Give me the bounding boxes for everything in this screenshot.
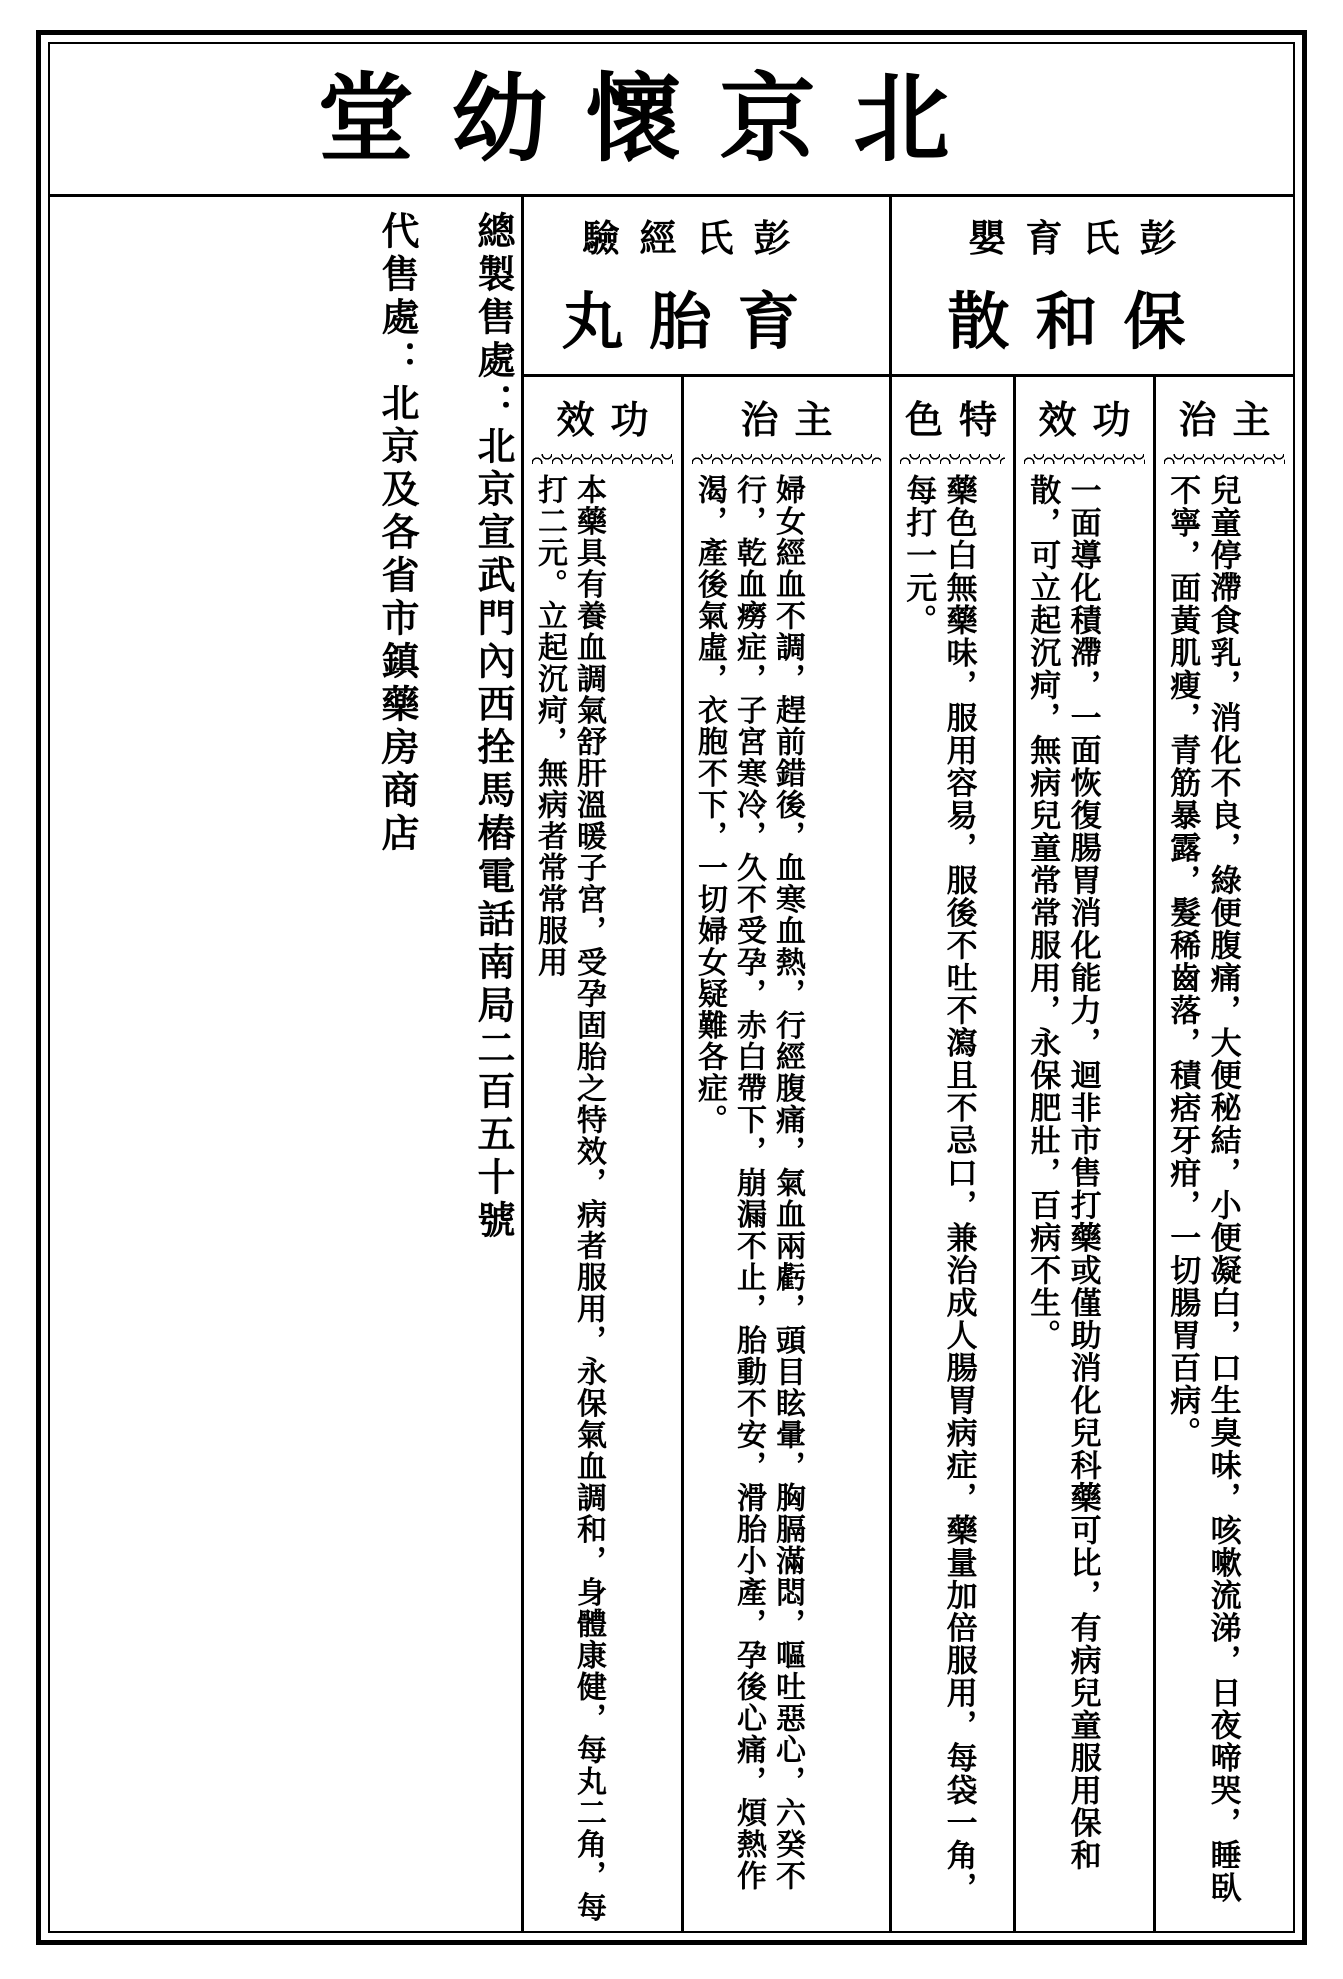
column-baohe-indications <box>1153 377 1293 1931</box>
product-yutai-name: 育胎丸 <box>561 285 826 358</box>
column-baohe-effects-body <box>1016 468 1153 1931</box>
main-seller-text: 總製售處：北京宣武門內西拴馬樁電話南局二百五十號 <box>471 211 516 1243</box>
column-baohe-effects-text: 一面導化積滯，一面恢復腸胃消化能力，迴非市售打藥或僅助消化兒科藥可比，有病兒童服用保和散，可立起沉疴，無病兒童常常服用，永保肥壯，百病不生。 <box>1024 474 1101 1872</box>
column-baohe-features <box>889 377 1013 1931</box>
wavy-divider-icon <box>900 454 1005 464</box>
product-yutai-columns <box>521 377 889 1931</box>
column-baohe-features-head: 特色 <box>904 397 1013 442</box>
column-yutai-indications-head: 主治 <box>740 397 849 442</box>
main-seller-column <box>425 197 521 1931</box>
wavy-divider-icon <box>1024 454 1145 464</box>
product-baohe <box>889 197 1293 1931</box>
product-yutai-header <box>521 197 889 377</box>
column-yutai-effects <box>521 377 681 1931</box>
column-yutai-effects-body <box>524 468 681 1931</box>
agent-seller-column <box>50 197 425 1931</box>
column-baohe-features-text: 藥色白無藥味，服用容易，服後不吐不瀉且不忌口，兼治成人腸胃病症，藥量加倍服用，每袋一角，每打一元。 <box>900 474 977 1904</box>
wavy-divider-icon <box>532 454 673 464</box>
column-baohe-indications-body <box>1156 468 1293 1931</box>
column-yutai-indications-body <box>684 468 889 1931</box>
product-baohe-columns <box>889 377 1293 1931</box>
column-yutai-effects-head: 功效 <box>556 397 665 442</box>
content-area <box>50 197 1293 1931</box>
product-yutai <box>521 197 889 1931</box>
shop-title: 北京懷幼堂 <box>317 62 988 175</box>
seller-info <box>50 197 521 1931</box>
wavy-divider-icon <box>692 454 881 464</box>
column-baohe-indications-text: 兒童停滯食乳，消化不良，綠便腹痛，大便秘結，小便凝白，口生臭味，咳嗽流涕，日夜啼哭，睡臥不寧，面黃肌瘦，青筋暴露，髮稀齒落，積痞牙疳，一切腸胃百病。 <box>1164 474 1241 1904</box>
agent-seller-text: 代售處：北京及各省市鎮藥房商店 <box>375 211 420 856</box>
product-baohe-brand: 彭氏育嬰 <box>968 216 1197 260</box>
column-baohe-features-body <box>892 468 1013 1931</box>
column-yutai-indications-text: 婦女經血不調，趕前錯後，血寒血熱，行經腹痛，氣血兩虧，頭目眩暈，胸膈滿悶，嘔吐惡心，六癸不行，乾血癆症，子宮寒冷，久不受孕，赤白帶下，崩漏不止，胎動不安，滑胎小產，孕後心痛，煩熱作渴，產後氣虛，衣胞不下，一切婦女疑難各症。 <box>692 474 805 1892</box>
inner-border <box>48 42 1295 1933</box>
product-baohe-header <box>889 197 1293 377</box>
wavy-divider-icon <box>1164 454 1285 464</box>
column-baohe-effects-head: 功效 <box>1038 397 1147 442</box>
masthead <box>50 44 1293 197</box>
outer-border <box>36 30 1307 1945</box>
column-yutai-indications <box>681 377 889 1931</box>
column-baohe-effects <box>1013 377 1153 1931</box>
product-baohe-name: 保和散 <box>947 285 1212 358</box>
column-yutai-effects-text: 本藥具有養血調氣舒肝溫暖子宮，受孕固胎之特效，病者服用，永保氣血調和，身體康健，每丸二角，每打二元。立起沉疴，無病者常常服用 <box>532 474 606 1923</box>
product-yutai-brand: 彭氏經驗 <box>582 216 811 260</box>
column-baohe-indications-head: 主治 <box>1178 397 1287 442</box>
